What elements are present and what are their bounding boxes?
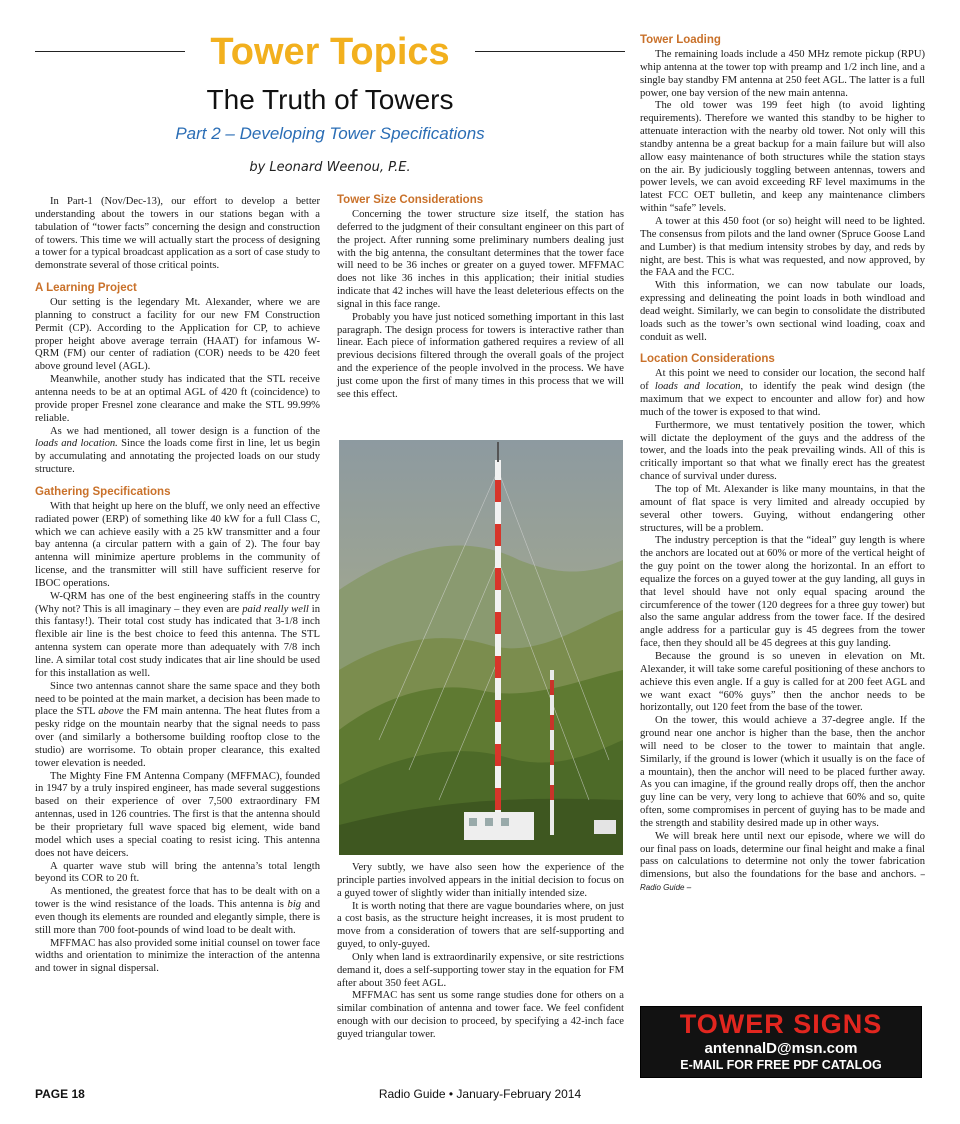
ad-email-link[interactable]: antennalD@msn.com [704, 1040, 858, 1057]
section-header [35, 30, 625, 74]
paragraph: We will break here until next our episode, where we will do our final pass on loads, determine our final height and make a final pass on calculations to determine not only the tower fabrication dimensions, but also the foundations for the base and anchors. – Radio Guide – [640, 830, 925, 893]
publication-info: Radio Guide • January-February 2014 [378, 1087, 582, 1101]
heading-tower-size: Tower Size Considerations [337, 194, 484, 206]
column-middle [337, 193, 624, 402]
tower-photo [339, 440, 623, 855]
paragraph: As we had mentioned, all tower design is a function of the loads and location. Since the loads come first in line, let us begin by accumulating and annotating the projected loads on our study structure. [35, 425, 320, 476]
paragraph: The industry perception is that the “ideal” guy length is where the anchors are located out at 60% or more of the vertical height of the guy point on the tower along the horizontal. In an effort to equalize the forces on a guyed tower at the guy landing, all guys in that level should have not only equal spacing around the circumference of the tower (120 degrees for a three guy tower) but also the same angular address from the tower face. If the desired angle address for a particular guy is 45 degrees from the tower face, then they should all be 45 degrees at this guy landing. [640, 535, 925, 650]
paragraph: The remaining loads include a 450 MHz remote pickup (RPU) whip antenna at the tower top with preamp and 1/2 inch line, and a single bay standby FM antenna at 250 feet AGL. The latter is a full power, one bay version of the new main antenna. [640, 49, 925, 99]
page-number: PAGE 18 [35, 1087, 85, 1101]
article-subtitle: Part 2 – Developing Tower Specifications [175, 124, 485, 143]
paragraph: MFFMAC has sent us some range studies done for others on a similar combination of antenna and tower face. We feel confident enough with our decision to proceed, by specifying a 42-inch face guyed triangular tower. [337, 990, 624, 1040]
article-title: The Truth of Towers [206, 84, 454, 115]
paragraph: A quarter wave stub will bring the antenna’s total length beyond its COR to 20 ft. [35, 860, 320, 885]
paragraph: At this point we need to consider our location, the second half of loads and location, to identify the peak wind design (the maximum that we expect to encounter and allow for) and how much of the tower is exposed to that wind. [640, 368, 925, 418]
column-middle-continued [337, 862, 624, 1042]
paragraph: Since two antennas cannot share the same space and they both need to be pointed at the main market, a decision has been made to place the STL above the FM main antenna. The heat flutes from a pesky ridge on the mountain nearby that the signal needs to pass over (and similarly a bothersome building rooftop close to the studio) are worrisome. To obtain proper clearance, this exalted tower elevation is needed. [35, 680, 320, 769]
paragraph: A tower at this 450 foot (or so) height will need to be lighted. The consensus from pilots and the land owner (Spruce Goose Land and Lumber) is that medium intensity strobes by day, and reds by night, are best. This is what was requested, and now approved, by the FAA and the FCC. [640, 215, 925, 279]
section-title: Tower Topics [210, 31, 450, 73]
heading-tower-loading: Tower Loading [640, 34, 721, 46]
ad-cta: E-MAIL FOR FREE PDF CATALOG [680, 1058, 882, 1072]
paragraph: Probably you have just noticed something important in this last paragraph. The design process for towers is interactive rather than linear. Each piece of information gathered requires a review of all previous decisions filtered through the overall goals of the project and the experience of the people involved in the process. We have just come upon the first of many times in this process that we will see this effect. [337, 311, 624, 400]
paragraph: Concerning the tower structure size itself, the station has deferred to the judgment of their consultant engineer on this part of the project. After running some preliminary numbers dealing just with the big antenna, the consultant determines that the tower face will need to be 36 inches or greater on a guyed tower. MFFMAC does not like 36 inches in this application; their initial studies indicate that 42 inches will have the least deleterious effects on the signal in this face range. [337, 209, 624, 310]
header-rule-left [35, 51, 185, 52]
paragraph: W-QRM has one of the best engineering staffs in the country (Why not? This is all imaginary – they even are paid really well in this fantasy!). Their total cost study has indicated that 3-1/8 inch flexible air line is the best choice to feed this antenna. The STL antenna system can operate more than adequately with 7/8 inch line. A similar total cost study indicates that air line should be used for this installation as well. [35, 590, 320, 679]
paragraph: The top of Mt. Alexander is like many mountains, in that the amount of flat space is very limited and already occupied by several other towers. Guying, without endangering other structures, will be a problem. [640, 484, 925, 534]
heading-gathering-specifications: Gathering Specifications [35, 485, 171, 498]
paragraph: The Mighty Fine FM Antenna Company (MFFMAC), founded in 1947 by a truly inspired engineer, has made several suggestions based on their experience of over 7,500 extraordinary FM antennas, used in 126 countries. The first is that the antenna should be their proprietary full wave spaced big element, wide band model which uses a special coating to resist icing. This antenna does not have deicers. [35, 770, 320, 859]
column-right [640, 33, 925, 895]
paragraph: As mentioned, the greatest force that has to be dealt with on a tower is the wind resistance of the loads. This antenna is big and even though its elements are rounded and elegantly simple, there is still more than 700 foot-pounds of wind load to be dealt with. [35, 886, 320, 936]
paragraph: It is worth noting that there are vague boundaries where, on just a cost basis, as the structure height increases, it is most prudent to move from a consideration of towers that are self-supporting and guyed, to only-guyed. [337, 900, 624, 951]
byline: by Leonard Weenou, P.E. [249, 160, 411, 175]
column-left [35, 196, 320, 976]
paragraph: The old tower was 199 feet high (to avoid lighting requirements). Therefore we wanted this standby to be higher to attenuate interaction with the nearby old tower. Not only will this standby antenna be a great backup for a main failure but will also allow easy maintenance of both structures while the station stays on the air. By judiciously toggling between antennas, towers and power levels, we can avoid exceeding RF level maximums in the latest FCC OET bulletin, and keep any maintenance climbers within “safe” levels. [640, 100, 925, 215]
ad-title: TOWER SIGNS [679, 1009, 883, 1039]
paragraph: Furthermore, we must tentatively position the tower, which will dictate the deployment of the guys and the address of the tower, and the loads into the peak prevailing winds. All of this is critically important so that what we finally erect has the greatest chance of survival under duress. [640, 419, 925, 483]
heading-learning-project: A Learning Project [35, 282, 137, 295]
paragraph: Only when land is extraordinarily expensive, or site restrictions demand it, does a self-supporting tower stay in the equation for FM after about 350 feet AGL. [337, 951, 624, 989]
paragraph: On the tower, this would achieve a 37-degree angle. If the ground near one anchor is higher than the base, then the anchor will need to be closer to the tower to maintain that angle. Similarly, if the ground is lower (which it usually is on the face of a mountain), then the anchor will need to be placed further away. As you can imagine, if the ground really drops off, then the anchor guy line can be very, very long to achieve that 60% and so, quite often, some compromises in percent of guying has to be made and the strength and stability desired made up in other ways. [640, 715, 925, 829]
signoff: – Radio Guide – [640, 870, 925, 893]
paragraph: MFFMAC has also provided some initial counsel on tower face widths and orientation to minimize the interaction of the antenna and tower in signal dispersal. [35, 937, 320, 975]
paragraph: Because the ground is so uneven in elevation on Mt. Alexander, it will take some careful positioning of these anchors to achieve this even angle. If a guy is called for at 200 feet AGL and we want exact “60% guys” then the anchor needs to be horizontally, out 120 feet from the base of the tower. [640, 650, 925, 714]
paragraph: Our setting is the legendary Mt. Alexander, where we are planning to construct a facility for our new FM Construction Permit (CP). According to the Application for CP, to achieve proper height above average terrain (HAAT) for infamous W-QRM (FM) our center of radiation (COR) needs to be 420 feet above ground level (AGL). [35, 297, 320, 373]
tower-signs-ad[interactable] [640, 1006, 922, 1078]
paragraph: Very subtly, we have also seen how the experience of the principle parties involved appears in the initial decision to focus on a guyed tower of slightly wider than initially intended size. [337, 862, 624, 899]
paragraph: With this information, we can now tabulate our loads, expressing and delineating the point loads in both windload and dead weight. Similarly, we can begin to consolidate the distributed loads such as the tower’s own sectional wind loading, coax and conduit as well. [640, 280, 925, 343]
header-rule-right [475, 51, 625, 52]
paragraph: In Part-1 (Nov/Dec-13), our effort to develop a better understanding about the towers in our stations began with a tabulation of “tower facts” concerning the design and construction of towers. This time we will actually start the process of designing a tower for a typical broadcast application as a sort of case study to demonstrate several of those critical points. [35, 196, 320, 272]
paragraph: Meanwhile, another study has indicated that the STL receive antenna needs to be at an optimal AGL of 420 ft (coincidence) to provide proper Fresnel zone clearance and make the STL 99.99% reliable. [35, 374, 320, 424]
paragraph: With that height up here on the bluff, we only need an effective radiated power (ERP) of something like 40 kW for a full Class C, which we can achieve easily with a 25 kW transmitter and a four bay antenna (a circular pattern with a gain of 2). The four bay antenna will minimize aperture problems in the community of license, and the transmitter will still have sufficient reserve for IBOC operations. [35, 500, 320, 589]
heading-location-considerations: Location Considerations [640, 353, 775, 366]
